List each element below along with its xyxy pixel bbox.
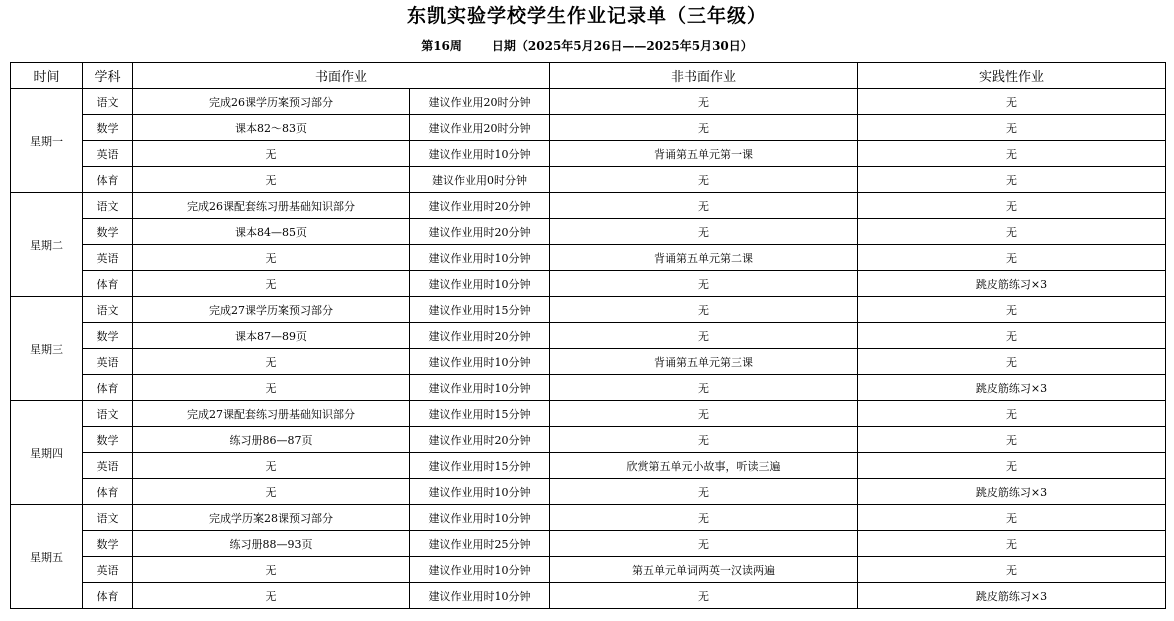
written-homework-cell: 无 [133, 557, 410, 583]
practical-homework-cell: 无 [858, 349, 1166, 375]
nonwritten-homework-cell: 无 [550, 427, 858, 453]
nonwritten-homework-cell: 无 [550, 89, 858, 115]
suggested-time-cell: 建议作业用时10分钟 [410, 245, 550, 271]
practical-homework-cell: 无 [858, 505, 1166, 531]
page-title: 东凯实验学校学生作业记录单（三年级） [406, 5, 767, 27]
suggested-time-cell: 建议作业用时10分钟 [410, 141, 550, 167]
header-time: 时间 [11, 63, 83, 89]
practical-homework-cell: 无 [858, 245, 1166, 271]
practical-homework-cell: 跳皮筋练习×3 [858, 271, 1166, 297]
day-cell: 星期三 [11, 297, 83, 401]
practical-homework-cell: 无 [858, 141, 1166, 167]
nonwritten-homework-cell: 背诵第五单元第三课 [550, 349, 858, 375]
practical-homework-cell: 无 [858, 557, 1166, 583]
day-cell: 星期四 [11, 401, 83, 505]
table-row [11, 401, 1166, 427]
written-homework-cell: 无 [133, 349, 410, 375]
practical-homework-cell: 无 [858, 531, 1166, 557]
subject-cell: 数学 [83, 115, 133, 141]
written-homework-cell: 完成26课配套练习册基础知识部分 [133, 193, 410, 219]
suggested-time-cell: 建议作业用时10分钟 [410, 505, 550, 531]
subject-cell: 英语 [83, 453, 133, 479]
suggested-time-cell: 建议作业用时10分钟 [410, 583, 550, 609]
day-cell: 星期一 [11, 89, 83, 193]
header-subject: 学科 [83, 63, 133, 89]
written-homework-cell: 完成学历案28课预习部分 [133, 505, 410, 531]
suggested-time-cell: 建议作业用时10分钟 [410, 375, 550, 401]
subject-cell: 英语 [83, 141, 133, 167]
table-row [11, 479, 1166, 505]
table-row [11, 583, 1166, 609]
nonwritten-homework-cell: 欣赏第五单元小故事，听读三遍 [550, 453, 858, 479]
subject-cell: 体育 [83, 375, 133, 401]
written-homework-cell: 完成27课学历案预习部分 [133, 297, 410, 323]
nonwritten-homework-cell: 无 [550, 401, 858, 427]
written-homework-cell: 练习册86—87页 [133, 427, 410, 453]
practical-homework-cell: 无 [858, 401, 1166, 427]
table-row [11, 349, 1166, 375]
day-cell: 星期五 [11, 505, 83, 609]
written-homework-cell: 课本84—85页 [133, 219, 410, 245]
suggested-time-cell: 建议作业用时25分钟 [410, 531, 550, 557]
table-row [11, 193, 1166, 219]
subject-cell: 体育 [83, 167, 133, 193]
table-row [11, 245, 1166, 271]
suggested-time-cell: 建议作业用时15分钟 [410, 401, 550, 427]
table-row [11, 505, 1166, 531]
nonwritten-homework-cell: 无 [550, 583, 858, 609]
suggested-time-cell: 建议作业用时10分钟 [410, 479, 550, 505]
written-homework-cell: 无 [133, 167, 410, 193]
header-row [11, 63, 1166, 89]
nonwritten-homework-cell: 背诵第五单元第二课 [550, 245, 858, 271]
table-row [11, 453, 1166, 479]
practical-homework-cell: 无 [858, 323, 1166, 349]
subject-cell: 英语 [83, 349, 133, 375]
table-row [11, 531, 1166, 557]
date-range: 日期（2025年5月26日——2025年5月30日） [491, 39, 753, 53]
practical-homework-cell: 无 [858, 297, 1166, 323]
practical-homework-cell: 无 [858, 427, 1166, 453]
nonwritten-homework-cell: 无 [550, 531, 858, 557]
nonwritten-homework-cell: 无 [550, 375, 858, 401]
nonwritten-homework-cell: 无 [550, 297, 858, 323]
header-nonwritten: 非书面作业 [550, 63, 858, 89]
written-homework-cell: 完成26课学历案预习部分 [133, 89, 410, 115]
subject-cell: 语文 [83, 89, 133, 115]
written-homework-cell: 无 [133, 245, 410, 271]
subject-cell: 语文 [83, 193, 133, 219]
suggested-time-cell: 建议作业用时20分钟 [410, 323, 550, 349]
subject-cell: 数学 [83, 427, 133, 453]
written-homework-cell: 课本82～83页 [133, 115, 410, 141]
subject-cell: 体育 [83, 271, 133, 297]
written-homework-cell: 无 [133, 375, 410, 401]
table-row [11, 557, 1166, 583]
nonwritten-homework-cell: 无 [550, 167, 858, 193]
table-row [11, 167, 1166, 193]
practical-homework-cell: 无 [858, 167, 1166, 193]
homework-table [10, 62, 1166, 609]
written-homework-cell: 无 [133, 453, 410, 479]
subject-cell: 英语 [83, 557, 133, 583]
table-row [11, 219, 1166, 245]
practical-homework-cell: 无 [858, 89, 1166, 115]
subject-cell: 数学 [83, 219, 133, 245]
practical-homework-cell: 无 [858, 193, 1166, 219]
nonwritten-homework-cell: 第五单元单词两英一汉读两遍 [550, 557, 858, 583]
written-homework-cell: 无 [133, 583, 410, 609]
practical-homework-cell: 无 [858, 453, 1166, 479]
week-label: 第16周 [421, 39, 462, 53]
nonwritten-homework-cell: 无 [550, 323, 858, 349]
subject-cell: 体育 [83, 479, 133, 505]
table-row [11, 89, 1166, 115]
written-homework-cell: 无 [133, 141, 410, 167]
table-body [11, 89, 1166, 609]
nonwritten-homework-cell: 无 [550, 219, 858, 245]
suggested-time-cell: 建议作业用20时分钟 [410, 115, 550, 141]
table-row [11, 297, 1166, 323]
subject-cell: 数学 [83, 531, 133, 557]
written-homework-cell: 无 [133, 271, 410, 297]
written-homework-cell: 完成27课配套练习册基础知识部分 [133, 401, 410, 427]
header-written: 书面作业 [133, 63, 550, 89]
nonwritten-homework-cell: 无 [550, 271, 858, 297]
suggested-time-cell: 建议作业用时10分钟 [410, 557, 550, 583]
suggested-time-cell: 建议作业用时20分钟 [410, 193, 550, 219]
practical-homework-cell: 无 [858, 219, 1166, 245]
written-homework-cell: 练习册88—93页 [133, 531, 410, 557]
practical-homework-cell: 跳皮筋练习×3 [858, 583, 1166, 609]
table-row [11, 271, 1166, 297]
subject-cell: 语文 [83, 401, 133, 427]
page-subtitle [0, 37, 1174, 55]
header-practical: 实践性作业 [858, 63, 1166, 89]
table-row [11, 141, 1166, 167]
suggested-time-cell: 建议作业用时20分钟 [410, 427, 550, 453]
table-row [11, 375, 1166, 401]
nonwritten-homework-cell: 无 [550, 505, 858, 531]
day-cell: 星期二 [11, 193, 83, 297]
subject-cell: 数学 [83, 323, 133, 349]
suggested-time-cell: 建议作业用0时分钟 [410, 167, 550, 193]
written-homework-cell: 无 [133, 479, 410, 505]
nonwritten-homework-cell: 无 [550, 479, 858, 505]
subject-cell: 英语 [83, 245, 133, 271]
subject-cell: 语文 [83, 297, 133, 323]
subject-cell: 体育 [83, 583, 133, 609]
suggested-time-cell: 建议作业用时10分钟 [410, 271, 550, 297]
written-homework-cell: 课本87—89页 [133, 323, 410, 349]
suggested-time-cell: 建议作业用时10分钟 [410, 349, 550, 375]
nonwritten-homework-cell: 无 [550, 193, 858, 219]
suggested-time-cell: 建议作业用20时分钟 [410, 89, 550, 115]
practical-homework-cell: 无 [858, 115, 1166, 141]
table-row [11, 323, 1166, 349]
nonwritten-homework-cell: 无 [550, 115, 858, 141]
nonwritten-homework-cell: 背诵第五单元第一课 [550, 141, 858, 167]
suggested-time-cell: 建议作业用时15分钟 [410, 453, 550, 479]
suggested-time-cell: 建议作业用时15分钟 [410, 297, 550, 323]
practical-homework-cell: 跳皮筋练习×3 [858, 375, 1166, 401]
table-row [11, 427, 1166, 453]
suggested-time-cell: 建议作业用时20分钟 [410, 219, 550, 245]
subject-cell: 语文 [83, 505, 133, 531]
practical-homework-cell: 跳皮筋练习×3 [858, 479, 1166, 505]
table-row [11, 115, 1166, 141]
